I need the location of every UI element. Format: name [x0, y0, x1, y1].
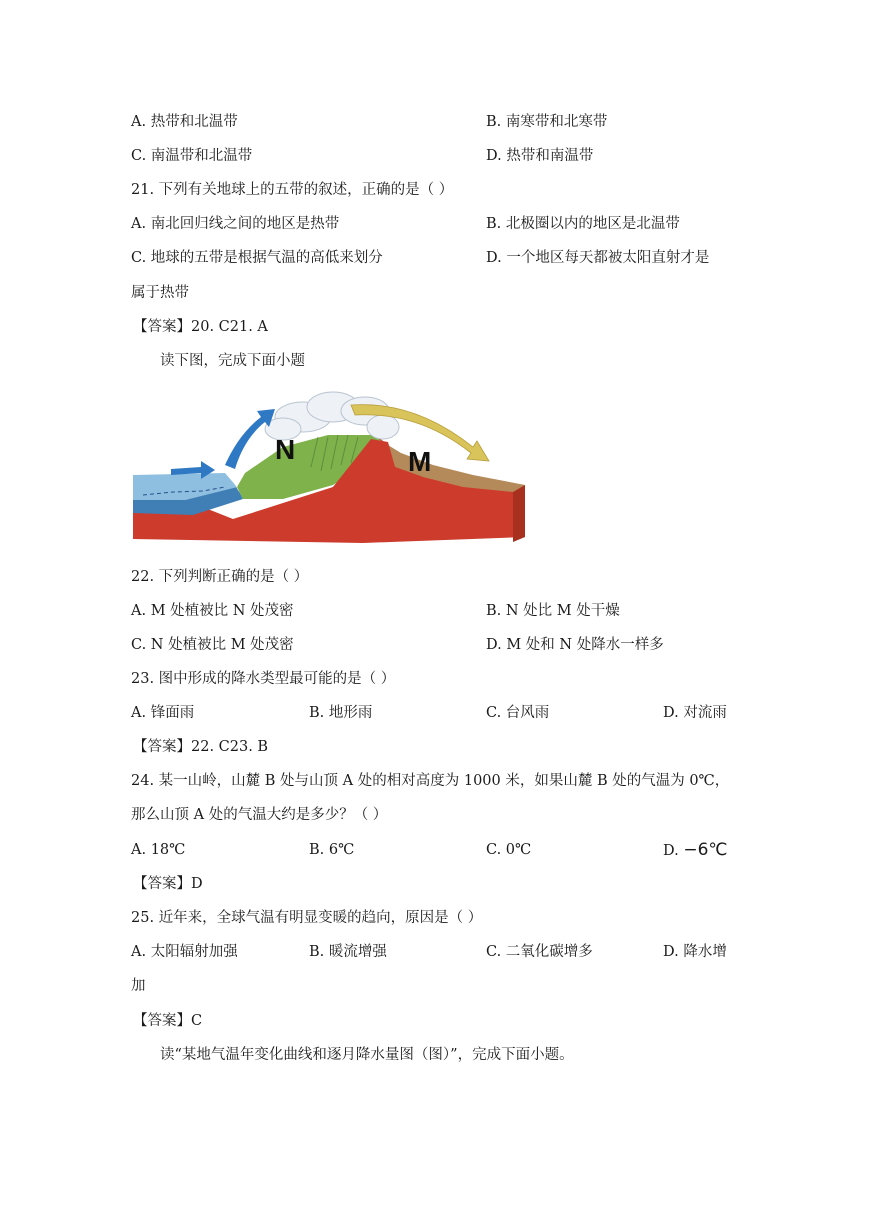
- question-stem-line-2: 那么山顶 A 处的气温大约是多少？（ ）: [131, 807, 388, 823]
- option-c: C. N 处植被比 M 处茂密: [131, 637, 294, 653]
- option-b: B. 北极圈以内的地区是北温带: [486, 216, 680, 232]
- option-c: C. 台风雨: [486, 705, 550, 721]
- option-d: D. 降水增: [663, 944, 727, 960]
- question-stem: 21. 下列有关地球上的五带的叙述，正确的是（ ）: [131, 182, 454, 198]
- option-c: C. 二氧化碳增多: [486, 944, 593, 960]
- option-c: C. 南温带和北温带: [131, 148, 253, 164]
- option-c: C. 地球的五带是根据气温的高低来划分: [131, 250, 383, 266]
- option-a: A. 太阳辐射加强: [131, 944, 238, 960]
- option-b: B. 地形雨: [309, 705, 373, 721]
- option-b: B. 南寒带和北寒带: [486, 114, 608, 130]
- option-d: D. M 处和 N 处降水一样多: [486, 637, 664, 653]
- cloud: [265, 392, 399, 440]
- answer-line: 【答案】C: [133, 1013, 203, 1029]
- option-d-continued: 属于热带: [131, 285, 189, 301]
- option-c: C. 0℃: [486, 842, 532, 858]
- question-stem: 25. 近年来，全球气温有明显变暖的趋向，原因是（ ）: [131, 910, 483, 926]
- option-b: B. N 处比 M 处干燥: [486, 603, 620, 619]
- label-m: M: [408, 446, 432, 477]
- answer-line: 【答案】22. C23. B: [133, 739, 269, 755]
- option-a: A. 18℃: [131, 842, 186, 858]
- option-d: D. 热带和南温带: [486, 148, 594, 164]
- question-stem: 22. 下列判断正确的是（ ）: [131, 569, 309, 585]
- orographic-rain-diagram: [133, 387, 531, 545]
- answer-line: 【答案】D: [133, 876, 203, 892]
- option-b: B. 暖流增强: [309, 944, 387, 960]
- question-stem: 23. 图中形成的降水类型最可能的是（ ）: [131, 671, 396, 687]
- land-block-side: [513, 485, 525, 542]
- option-d: [663, 840, 727, 861]
- option-a: A. 南北回归线之间的地区是热带: [131, 216, 340, 232]
- reading-instruction: 读下图，完成下面小题: [160, 353, 305, 369]
- option-d: D. 对流雨: [663, 705, 727, 721]
- label-n: N: [275, 434, 296, 465]
- option-a: A. 锋面雨: [131, 705, 195, 721]
- option-a: A. 热带和北温带: [131, 114, 238, 130]
- answer-line: 【答案】20. C21. A: [133, 319, 268, 335]
- reading-instruction: 读“某地气温年变化曲线和逐月降水量图（图）”，完成下面小题。: [160, 1047, 574, 1063]
- option-d-prefix: D.: [663, 843, 684, 859]
- option-d-value: −6℃: [683, 840, 728, 860]
- option-b: B. 6℃: [309, 842, 355, 858]
- option-d-continued: 加: [131, 978, 146, 994]
- question-stem-line-1: 24. 某一山岭，山麓 B 处与山顶 A 处的相对高度为 1000 米，如果山麓 B 处的气温为 0℃，: [131, 773, 730, 789]
- option-a: A. M 处植被比 N 处茂密: [131, 603, 294, 619]
- option-d: D. 一个地区每天都被太阳直射才是: [486, 250, 710, 266]
